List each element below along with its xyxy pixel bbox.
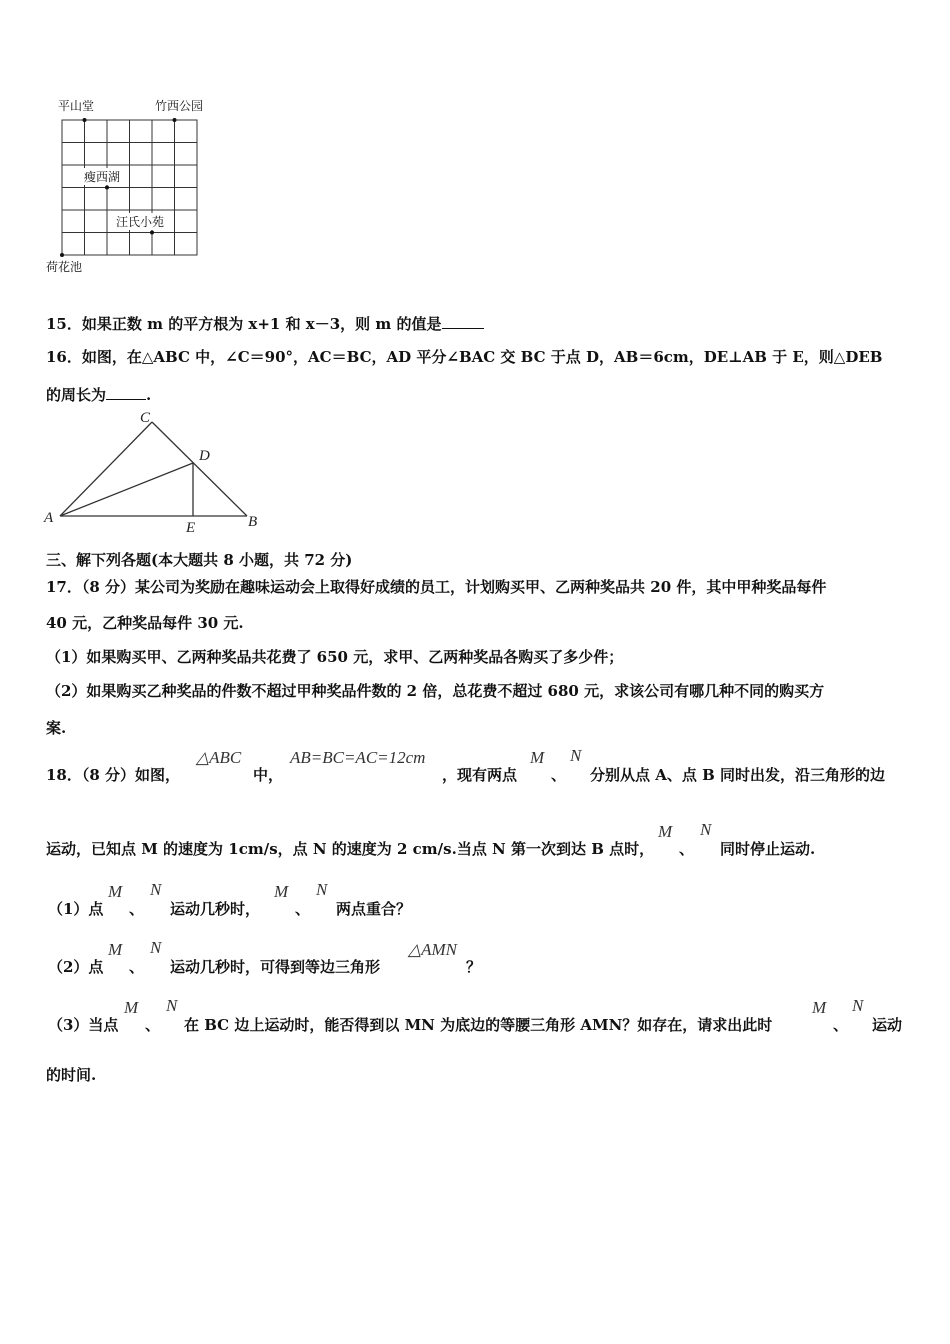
question-18-part3-line2: 的时间. [46,1066,97,1084]
q18-line2-dun: 、 [679,840,695,858]
q18-p1-dun2: 、 [295,900,311,918]
q18-p2-M: M [108,940,123,959]
q18-p2-dun: 、 [129,958,145,976]
q18-prefix: 18．（8 分）如图， [46,766,181,784]
answer-blank-15[interactable] [442,314,484,329]
q18-line2-M: M [658,822,673,841]
q18-p1-mid: 运动几秒时， [170,900,261,918]
q18-line2-end: 同时停止运动. [720,840,816,858]
q18-N: N [570,746,582,765]
q18-p1-N: N [150,880,162,899]
q18-triangle: △ABC [196,748,242,767]
wangshi-point [150,231,154,235]
question-16-period: . [146,386,152,404]
q18-zhong: 中， [253,766,284,784]
hehuachi-point [60,253,64,257]
pingshantang-point [83,118,87,122]
q18-p3-end: 运动 [872,1016,903,1034]
label-A: A [44,510,54,526]
question-16-text: 16．如图，在△ABC 中，∠C＝90°，AC＝BC，AD 平分∠BAC 交 BC 于点 D，AB＝6cm，DE⊥AB 于 E，则△DEB [46,348,883,366]
map-label-shouxihu: 瘦西湖 [84,170,121,184]
q18-p3-M2: M [812,998,827,1017]
q18-p2-N: N [150,938,162,957]
q18-p3-mid: 在 BC 边上运动时，能否得到以 MN 为底边的等腰三角形 AMN？如存在，请求出此时 [184,1016,773,1034]
q18-p2-tri: △AMN [408,940,457,959]
zhuxi-park-point [173,118,177,122]
section-3-title: 三、解下列各题(本大题共 8 小题，共 72 分) [46,551,353,569]
q18-p3-dun2: 、 [833,1016,849,1034]
q18-p3-prefix: （3）当点 [48,1016,119,1034]
map-label-wangshi: 汪氏小苑 [116,215,165,229]
label-E: E [186,520,196,536]
triangle-figure-16 [40,408,270,536]
q18-p3-dun: 、 [145,1016,161,1034]
q18-line2-N: N [700,820,712,839]
q18-sides: AB=BC=AC=12cm [290,748,426,767]
question-15 [46,313,484,334]
q18-line2-text: 运动，已知点 M 的速度为 1cm/s，点 N 的速度为 2 cm/s.当点 N 第一次到达 B 点时， [46,840,655,858]
label-D: D [199,448,210,464]
q18-p1-N2: N [316,880,328,899]
label-B: B [248,514,258,530]
label-C: C [140,410,151,426]
q18-p1-prefix: （1）点 [48,900,104,918]
map-grid-figure [56,115,206,260]
map-label-hehuachi: 荷花池 [46,260,83,274]
q18-move-text: 分别从点 A、点 B 同时出发，沿三角形的边 [590,766,885,784]
q18-p2-mid: 运动几秒时，可得到等边三角形 [170,958,381,976]
question-17-part2-line2: 案. [46,719,67,737]
question-16-line2 [46,384,151,405]
question-17-part2-line1: （2）如果购买乙种奖品的件数不超过甲种奖品件数的 2 倍，总花费不超过 680 元，求该公司有哪几种不同的购买方 [46,682,825,700]
question-15-text: 15．如果正数 m 的平方根为 x+1 和 x－3，则 m 的值是 [46,315,442,333]
question-17-line1: 17．（8 分）某公司为奖励在趣味运动会上取得好成绩的员工，计划购买甲、乙两种奖品共 20 件，其中甲种奖品每件 [46,578,827,596]
answer-blank-16[interactable] [106,385,146,400]
question-17-line2: 40 元，乙种奖品每件 30 元. [46,614,244,632]
q18-two-points: ，现有两点 [442,766,518,784]
q18-p1-M2: M [274,882,289,901]
q18-p1-M: M [108,882,123,901]
shouxihu-point [105,186,109,190]
q18-p1-dun: 、 [129,900,145,918]
q18-M: M [530,748,545,767]
map-label-zhuxi-park: 竹西公园 [155,99,204,113]
q18-p2-prefix: （2）点 [48,958,104,976]
question-17-part1: （1）如果购买甲、乙两种奖品共花费了 650 元，求甲、乙两种奖品各购买了多少件； [46,648,624,666]
map-label-pingshantang: 平山堂 [58,99,95,113]
question-16-text2: 的周长为 [46,386,107,404]
q18-p3-M: M [124,998,139,1017]
q18-p3-N: N [166,996,178,1015]
q18-p3-N2: N [852,996,864,1015]
question-16-line1 [46,346,882,367]
q18-p1-end: 两点重合？ [336,900,412,918]
q18-p2-end: ？ [466,958,482,976]
q18-dun: 、 [551,766,567,784]
